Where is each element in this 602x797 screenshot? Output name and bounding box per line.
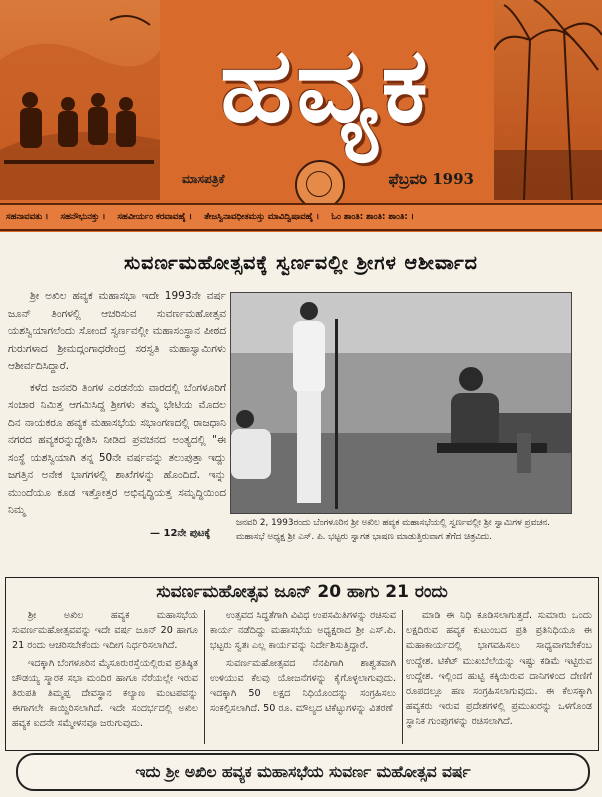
motto-item: ತೇಜಸ್ವಿನಾವಧೀತಮಸ್ತು ಮಾವಿದ್ವಿಷಾವಹೈ । xyxy=(204,212,320,222)
article2-box xyxy=(5,577,599,751)
article2-headline: ಸುವರ್ಣಮಹೋತ್ಸವ ಜೂನ್ 20 ಹಾಗು 21 ರಂದು xyxy=(156,582,448,602)
article2-column-3 xyxy=(406,608,592,732)
article2-column-1 xyxy=(12,608,198,734)
article2-paragraph: ಉತ್ಸವದ ಸಿದ್ಧತೆಗಾಗಿ ವಿವಿಧ ಉಪಸಮಿತಿಗಳನ್ನು ರಚಿಸುವ ಕಾರ್ಯ ನಡೆದಿದ್ದು ಮಹಾಸಭೆಯ ಅಧ್ಯಕ್ಷರಾದ ಶ್ರೀ ಎಸ್.ಪಿ. ಭಟ್ಟರು ಸ್ವತಃ ಎಲ್ಲ ಕಾರ್ಯವನ್ನು ನಿರ್ದೇಶಿಸುತ್ತಿದ್ದಾರೆ. xyxy=(210,610,396,652)
jubilee-banner: ಇದು ಶ್ರೀ ಅಖಿಲ ಹವ್ಯಕ ಮಹಾಸಭೆಯ ಸುವರ್ಣ ಮಹೋತ್ಸವ ವರ್ಷ xyxy=(16,753,590,791)
article2-paragraph: ಶ್ರೀ ಅಖಿಲ ಹವ್ಯಕ ಮಹಾಸಭೆಯ ಸುವರ್ಣಮಹೋತ್ಸವವನ್ನು ಇದೇ ವರ್ಷ ಜೂನ್ 20 ಹಾಗೂ 21 ರಂದು ಆಚರಿಸಬೇಕೆಂದು ಇದೀಗ ನಿರ್ಧರಿಸಲಾಗಿದೆ. xyxy=(12,610,198,652)
article2-column-2 xyxy=(210,608,396,718)
article2-paragraph: ಮಾಡಿ ಈ ನಿಧಿ ಕೂಡಿಸಲಾಗುತ್ತದೆ. ಸುಮಾರು ಒಂದು ಲಕ್ಷದಿರುವ ಹವ್ಯಕ ಕುಟುಂಬದ ಪ್ರತಿ ಪ್ರತಿನಿಧಿಯೂ ಈ ಮಹಾಕಾರ್ಯದಲ್ಲಿ ಭಾಗವಹಿಸಲು ಸಾಧ್ಯವಾಗಬೇಕೆಂಬ ಉದ್ದೇಶ. ಟಿಕೆಟ್ ಮುಖಬೆಲೆಯನ್ನು ಇಷ್ಟು ಕಡಿಮೆ ಇಟ್ಟಿರುವ ಉದ್ದೇಶ. ಇಲ್ಲಿಂದ ಹುಟ್ಟಿ ಕಕ್ಕಿಯಿರುವ ದಾನಿಗಳಿಂದ ದೇಣಿಗೆ ರೂಪದಲ್ಲೂ ಹಣ ಸಂಗ್ರಹಿಸಲಾಗುವುದು. ಈ ಕೆಲಸಕ್ಕಾಗಿ ಹವ್ಯಕರು ಇರುವ ಪ್ರದೇಶಗಳಲ್ಲಿ ಪ್ರಮುಖರನ್ನು ಒಳಗೊಂಡ ಸ್ಥಾನಿಕ ಗುಂಪುಗಳನ್ನು ರಚಿಸಲಾಗಿದೆ. xyxy=(406,610,592,728)
article2-paragraph: ಸುವರ್ಣಮಹೋತ್ಸವದ ನೆನಪಿಗಾಗಿ ಶಾಶ್ವತವಾಗಿ ಉಳಿಯುವ ಕೆಲವು ಯೋಜನೆಗಳನ್ನು ಕೈಗೊಳ್ಳಲಾಗುವುದು. ಇದಕ್ಕಾಗಿ 50 ಲಕ್ಷದ ನಿಧಿಯೊಂದನ್ನು ಸಂಗ್ರಹಿಸಲು ಸಂಕಲ್ಪಿಸಲಾಗಿದೆ. 50 ರೂ. ಮೌಲ್ಯದ ಟಿಕೆಟ್ಟುಗಳನ್ನು ವಿತರಣೆ xyxy=(210,657,396,715)
photo-caption: ಜನವರಿ 2, 1993ರಂದು ಬೆಂಗಳೂರಿನ ಶ್ರೀ ಅಖಿಲ ಹವ್ಯಕ ಮಹಾಸಭೆಯಲ್ಲಿ ಸ್ವರ್ಣವಲ್ಲೀ ಶ್ರೀ ಸ್ವಾಮಿಗಳ ಪ್ರವಚನ. ಮಹಾಸಭೆ ಅಧ್ಯಕ್ಷ ಶ್ರೀ ಎಸ್. ಪಿ. ಭಟ್ಟರು ಸ್ವಾಗತ ಭಾಷಣ ಮಾಡುತ್ತಿರುವಾಗ ತೆಗೆದ ಚಿತ್ರವಿದು. xyxy=(236,518,550,542)
article1-headline: ಸುವರ್ಣಮಹೋತ್ಸವಕ್ಕೆ ಸ್ವರ್ಣವಲ್ಲೀ ಶ್ರೀಗಳ ಆಶೀರ್ವಾದ xyxy=(124,252,478,274)
sages-illustration-icon xyxy=(0,0,160,200)
issue-date: ಫೆಬ್ರವರಿ 1993 xyxy=(388,170,474,188)
article2-paragraph: ಇದಕ್ಕಾಗಿ ಬೆಂಗಳೂರಿನ ಮೈಸೂರುರಸ್ತೆಯಲ್ಲಿರುವ ಪ್ರತಿಷ್ಠಿತ ಚೌಡಯ್ಯ ಸ್ಮಾರಕ ಸಭಾ ಮಂದಿರ ಹಾಗೂ ನೆರೆಯಲ್ಲೇ ಇರುವ ತಿರುಪತಿ ತಿಮ್ಮಪ್ಪ ದೇವಸ್ಥಾನ ಕಲ್ಯಾಣ ಮಂಟಪವನ್ನು ಈಗಾಗಲೇ ಕಾಯ್ದಿರಿಸಲಾಗಿದೆ. ಇದೇ ಸಂದರ್ಭದಲ್ಲಿ ಅಖಿಲ ಹವ್ಯಕ ಐದನೇ ಸಮ್ಮೇಳನವೂ ಜರುಗುವುದು. xyxy=(12,657,198,730)
column-divider xyxy=(402,610,403,744)
motto-item: ಸಹವೀರ್ಯಂ ಕರವಾವಹೈ । xyxy=(117,212,193,222)
motto-item: ಸಹನಾವವತು । xyxy=(6,212,49,222)
magazine-title: ಹವ್ಯಕ xyxy=(220,23,432,146)
subtitle: ಮಾಸಪತ್ರಿಕೆ xyxy=(182,172,225,186)
masthead xyxy=(0,0,602,232)
article1-body xyxy=(8,288,226,524)
event-photo xyxy=(230,292,572,514)
masthead-subbar xyxy=(150,164,500,200)
motto-item: ಓಂ ಶಾಂತಿ: ಶಾಂತಿ: ಶಾಂತಿ: । xyxy=(331,212,414,222)
motto-item: ಸಹನೌಭುನಕ್ತು । xyxy=(60,212,106,222)
article1-paragraph: ಕಳೆದ ಜನವರಿ ತಿಂಗಳ ಎರಡನೆಯ ವಾರದಲ್ಲಿ ಬೆಂಗಳೂರಿಗೆ ಸಂಚಾರ ನಿಮಿತ್ತ ಆಗಮಿಸಿದ್ದ ಶ್ರೀಗಳು ತಮ್ಮ ಭೇಟಿಯ ಮೊದಲ ದಿನ ನಾಯಕರೂ ಹವ್ಯಕ ಮಹಾಸಭೆಯ ಸಭಾಂಗಣದಲ್ಲಿ ರಾಜಧಾನಿ ನಗರದ ಹವ್ಯಕರನ್ನುದ್ದೇಶಿಸಿ ನೀಡಿದ ಪ್ರವಚನದ ಅಂತ್ಯದಲ್ಲಿ "ಈ ಸಂಸ್ಥೆ ಯಶಸ್ವಿಯಾಗಿ ತನ್ನ 50ನೇ ವರ್ಷವನ್ನು ತಲುಪುತ್ತಾ ಇದ್ದು ಜಗತ್ತಿನ ಅನೇಕ ಭಾಗಗಳಲ್ಲಿ ಶಾಖೆಗಳನ್ನು ಹೊಂದಿದೆ. ಇನ್ನು ಮುಂದೆಯೂ ಕೂಡ ಇತ್ತೋತ್ತರ ಅಭಿವೃದ್ಧಿಯತ್ತ ಸಮೃದ್ಧಿಯಿಂದ ನಿಮ್ಮ xyxy=(8,381,226,516)
article1-paragraph: ಶ್ರೀ ಅಖಿಲ ಹವ್ಯಕ ಮಹಾಸಭಾ ಇದೇ 1993ನೇ ವರ್ಷ ಜೂನ್ ತಿಂಗಳಲ್ಲಿ ಆಚರಿಸುವ ಸುವರ್ಣಮಹೋತ್ಸವ ಯಶಸ್ವಿಯಾಗಲೆಂದು ಸೋಂದೆ ಸ್ವರ್ಣವಲ್ಲೀ ಮಹಾಸಂಸ್ಥಾನ ಪೀಠದ ಗುರುಗಳಾದ ಶ್ರೀಮದ್ಗಂಗಾಧರೇಂದ್ರ ಸರಸ್ವತಿ ಮಹಾಸ್ವಾಮಿಗಳು ಆಶೀರ್ವದಿಸಿದ್ದಾರೆ. xyxy=(8,290,226,372)
column-divider xyxy=(204,610,205,744)
motto-bar xyxy=(0,203,602,231)
palm-trees-illustration-icon xyxy=(494,0,602,200)
continued-note: — 12ನೇ ಪುಟಕ್ಕೆ xyxy=(150,528,211,539)
